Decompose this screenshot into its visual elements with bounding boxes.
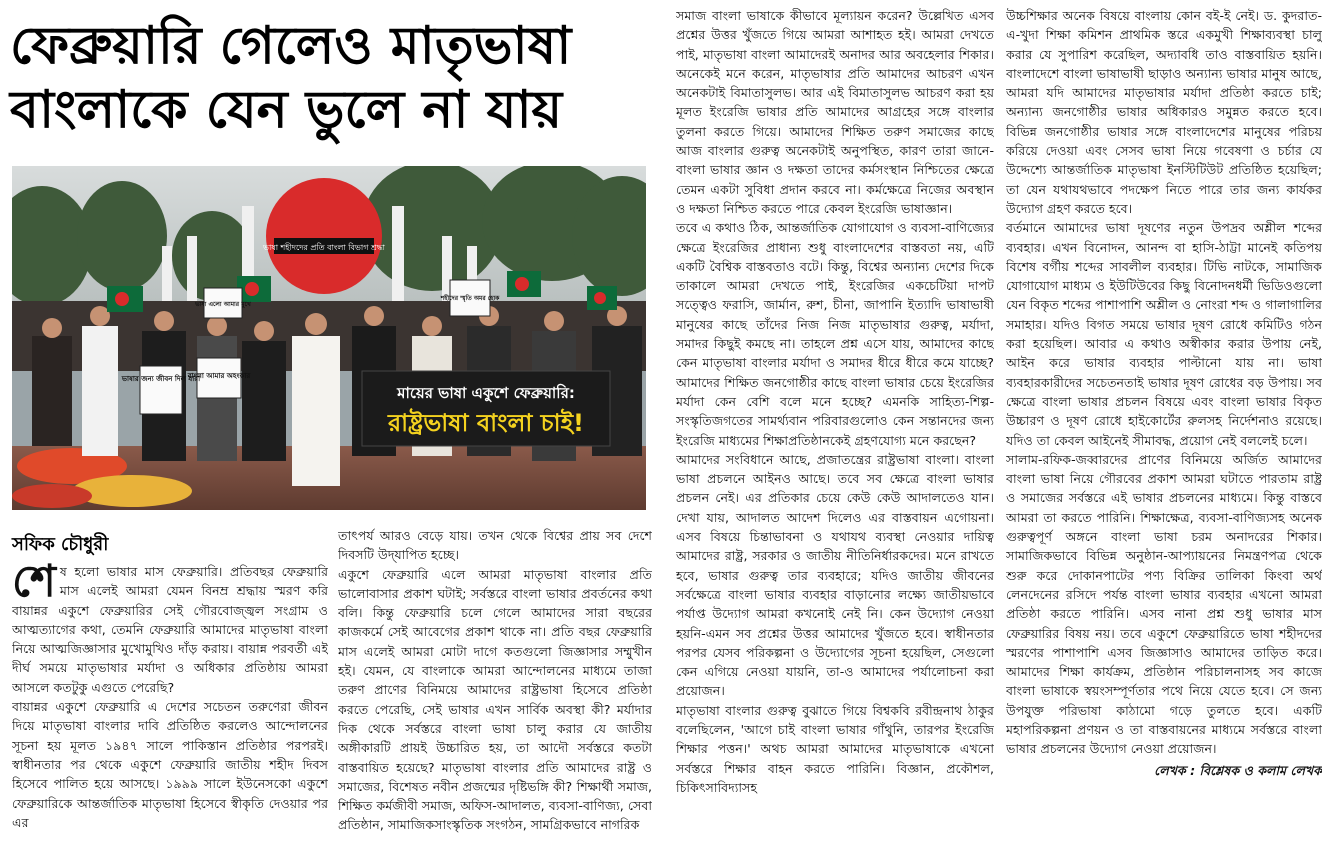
paragraph-text: ষ হলো ভাষার মাস ফেব্রুয়ারি। প্রতিবছর ফেব্রুয়ারি মাস এলেই আমরা যেমন বিনম্র শ্রদ্ধায় স্মরণ করি বায়ান্নর একুশে ফেব্রুয়ারির সেই গৌরবোজ্জ্বল সংগ্রাম ও আত্মত্যাগের কথা, তেমনি ফেব্রুয়ারি আমাদের মাতৃভাষা বাংলা নিয়ে আত্মজিজ্ঞাসার মুখোমুখিও দাঁড় করায়। বায়ান্ন পরবর্তী এই দীর্ঘ সময়ে মাতৃভাষার মর্যাদা ও অধিকার প্রতিষ্ঠায় আমরা আসলে কতটুকু এগুতে পেরেছি? xyxy=(12,564,328,695)
paragraph xyxy=(12,562,328,697)
paragraph: বায়ান্নর একুশে ফেব্রুয়ারি এ দেশের সচেতন তরুণেরা জীবন দিয়ে মাতৃভাষা বাংলার দাবি প্রতিষ্ঠিত করলেও আন্দোলনের সূচনা হয় মূলত ১৯৪৭ সালে পাকিস্তান প্রতিষ্ঠার পরপরই। স্বাধীনতার পর থেকে একুশে ফেব্রুয়ারি জাতীয় শহীদ দিবস হিসেবে পালিত হয়ে আসছে। ১৯৯৯ সালে ইউনেসকো একুশে ফেব্রুয়ারিকে আন্তর্জাতিক মাতৃভাষা হিসেবে স্বীকৃতি দেওয়ার পর এর xyxy=(12,699,328,830)
banner-line-1: মায়ের ভাষা একুশে ফেব্রুয়ারি: xyxy=(397,384,575,402)
headline-line-2: বাংলাকে যেন ভুলে না যায় xyxy=(10,79,563,140)
paragraph: তবে এ কথাও ঠিক, আন্তর্জাতিক যোগাযোগ ও ব্যবসা-বাণিজ্যের ক্ষেত্রে ইংরেজির প্রাধান্য শুধু বাংলাদেশের বাস্তবতা নয়, এটি একটি বৈশ্বিক বাস্তবতাও বটে। কিন্তু, বিশ্বের অন্যান্য দেশের দিকে তাকালে আমরা দেখতে পাই, ইংরেজির একচেটিয়া দাপট সত্ত্বেও ফরাসি, জার্মান, রুশ, চীনা, জাপানি ইত্যাদি ভাষাভাষী মানুষের কাছে তাঁদের নিজ নিজ মাতৃভাষার গুরুত্ব, মর্যাদা, সমাদর কিছুই কমছে না। তাহলে প্রশ্ন এসে যায়, আমাদের কাছে কেন মাতৃভাষা বাংলার মর্যাদা ও সমাদর ধীরে ধীরে কমে যাচ্ছে? আমাদের শিক্ষিত জনগোষ্ঠীর কাছে বাংলা ভাষার চেয়ে ইংরেজির মর্যাদা কেন বেশি বলে মনে হচ্ছে? এমনকি সাহিত্য-শিল্প-সংস্কৃতিজগতের সামর্থ্যবান পরিবারগুলোও কেন সন্তানদের জন্য ইংরেজি মাধ্যমের শিক্ষাপ্রতিষ্ঠানকেই গ্রহণযোগ্য মনে করছেন? xyxy=(676,220,994,448)
paragraph: একুশে ফেব্রুয়ারি এলে আমরা মাতৃভাষা বাংলার প্রতি ভালোবাসার প্রকাশ ঘটাই; সর্বস্তরে বাংলা ভাষার প্রবর্তনের কথা বলি। কিন্তু ফেব্রুয়ারি চলে গেলে আমাদের সারা বছরের কাজকর্মে সেই আবেগের প্রকাশ থাকে না। প্রতি বছর ফেব্রুয়ারি মাস এলেই আমরা মোটা দাগে কতগুলো জিজ্ঞাসার সম্মুখীন হই। যেমন, যে বাংলাকে আমরা আন্দোলনের মাধ্যমে তাজা তরুণ প্রাণের বিনিময়ে আমাদের রাষ্ট্রভাষা হিসেবে প্রতিষ্ঠা করতে পেরেছি, সেই ভাষার এখন সার্বিক অবস্থা কী? মর্যাদার দিক থেকে সর্বস্তরে বাংলা ভাষা চালু করার যে জাতীয় অঙ্গীকারটি প্রায়ই উচ্চারিত হয়, তা আদৌ সর্বস্তরে কতটা বাস্তবায়িত হয়েছে? মাতৃভাষা বাংলার প্রতি আমাদের রাষ্ট্র ও সমাজের, বিশেষত নবীন প্রজন্মের দৃষ্টিভঙ্গি কী? শিক্ষার্থী সমাজ, শিক্ষিত কর্মজীবী সমাজ, অফিস-আদালত, ব্যবসা-বাণিজ্য, সেবা প্রতিষ্ঠান, সামাজিকসাংস্কৃতিক সংগঠন, সামগ্রিকভাবে নাগরিক xyxy=(338,566,652,833)
placard-right: শহীদের স্মৃতি অমর হোক xyxy=(440,295,500,302)
article-column-1 xyxy=(12,562,328,862)
paragraph: আমাদের সংবিধানে আছে, প্রজাতন্ত্রের রাষ্ট্রভাষা বাংলা। বাংলা ভাষা প্রচলনে আইনও আছে। তবে সব ক্ষেত্রে বাংলা ভাষার প্রচলন নেই। এর প্রতিকার চেয়ে কেউ কেউ আদালতেও যান। দেখা যায়, আদালত আদেশ দিলেও এর বাস্তবায়ন এগোয়না। এসব বিষয়ে চিন্তাভাবনা ও যথাযথ ব্যবস্থা নেওয়ার দায়িত্ব আমাদের রাষ্ট্র, সরকার ও জাতীয় নীতিনির্ধারকদের। মনে রাখতে হবে, ভাষার গুরুত্ব তার ব্যবহারে; যদিও জাতীয় জীবনের সর্বক্ষেত্রে বাংলা ভাষার ব্যবহার বাড়ানোর লক্ষ্যে জাতীয়ভাবে পর্যাপ্ত উদ্যোগ আমরা কখনোই নেই নি। কেন উদ্যোগ নেওয়া হয়নি-এমন সব প্রশ্নের উত্তর আমাদের খুঁজতে হবে। স্বাধীনতার পরপর যেসব পরিকল্পনা ও উদ্যোগের সূচনা হয়েছিল, সেগুলো কেন এগিয়ে নেওয়া যায়নি, তা-ও আমাদের পর্যালোচনা করা প্রয়োজন। xyxy=(676,451,994,699)
rally-photo xyxy=(12,166,646,510)
monument-sign-text: ভাষা শহীদদের প্রতি বাংলা বিভাগ শ্রদ্ধা xyxy=(263,243,385,252)
headline xyxy=(10,14,660,142)
placard-top: ভাষা এলো আমার মুখে xyxy=(195,301,251,308)
banner-line-2: রাষ্ট্রভাষা বাংলা চাই! xyxy=(387,409,585,437)
article-column-2 xyxy=(338,526,652,862)
article-column-3 xyxy=(676,6,994,862)
placard-mid: বাংলা আমার অহংকার xyxy=(187,372,251,380)
placard-left: ভাষার জন্য জীবন দিল যারা xyxy=(121,375,201,383)
article-column-4 xyxy=(1006,6,1322,862)
dropcap: শে xyxy=(12,562,56,607)
paragraph: সালাম-রফিক-জব্বারদের প্রাণের বিনিময়ে অর্জিত আমাদের বাংলা ভাষা নিয়ে গৌরবের প্রকাশ আমরা ঘটাতে পারতাম রাষ্ট্র ও সমাজের সর্বস্তরে এই ভাষার প্রচলনের মাধ্যমে। কিন্তু বাস্তবে আমরা তা করতে পারিনি। শিক্ষাক্ষেত্র, ব্যবসা-বাণিজ্যসহ অনেক গুরুত্বপূর্ণ অঙ্গনে বাংলা ভাষা চরম অনাদরের শিকার। সামাজিকভাবে বিভিন্ন অনুষ্ঠান-আপ্যায়নের নিমন্ত্রণপত্র থেকে শুরু করে দোকানপাটের পণ্য বিক্রির তালিকা কিংবা অর্থ লেনদেনের রসিদে পর্যন্ত বাংলা ভাষার ব্যবহার এখনো আমরা প্রতিষ্ঠা করতে পারিনি। এসব নানা প্রশ্ন শুধু ভাষার মাস ফেব্রুয়ারির বিষয় নয়। তবে একুশে ফেব্রুয়ারিতে ভাষা শহীদদের স্মরণের পাশাপাশি এসব জিজ্ঞাসাও আমাদের তাড়িত করে। আমাদের শিক্ষা কার্যক্রম, প্রতিষ্ঠান পরিচালনাসহ সব কাজে বাংলা ভাষাকে স্বয়ংসম্পূর্ণতার পথে নিয়ে যেতে হবে। সে জন্য উপযুক্ত পরিভাষা কাঠামো গড়ে তুলতে হবে। একটি মহাপরিকল্পনা প্রণয়ন ও তা বাস্তবায়নের মাধ্যমে সর্বস্তরে বাংলা ভাষার প্রচলনের উদ্যোগ নেওয়া প্রয়োজন। xyxy=(1006,451,1322,757)
monument-red-disc xyxy=(266,178,382,294)
paragraph: মাতৃভাষা বাংলার গুরুত্ব বুঝাতে গিয়ে বিশ্বকবি রবীন্দ্রনাথ ঠাকুর বলেছিলেন, 'আগে চাই বাংলা ভাষার গাঁথুনি, তারপর ইংরেজি শিক্ষার পত্তন।' অথচ আমরা আমাদের মাতৃভাষাকে এখনো সর্বস্তরে শিক্ষার বাহন করতে পারিনি। বিজ্ঞান, প্রকৌশল, চিকিৎসাবিদ্যাসহ xyxy=(676,702,994,795)
paragraph: বর্তমানে আমাদের ভাষা দূষণের নতুন উপদ্রব অশ্লীল শব্দের ব্যবহার। এখন বিনোদন, আনন্দ বা হাসি-ঠাট্টা মানেই কতিপয় বিশেষ বর্গীয় শব্দের সাবলীল ব্যবহার। টিভি নাটকে, সামাজিক যোগাযোগ মাধ্যম ও ইউটিউবের কিছু বিনোদনধর্মী ভিডিওগুলো যেন বিকৃত শব্দের পাশাপাশি অশ্লীল ও নোংরা শব্দ ও গালাগালির সমাহার। যদিও বিগত সময়ে ভাষার দূষণ রোধে কমিটিও গঠন করা হয়েছিল। আবার এ কথাও অস্বীকার করার উপায় নেই, আইন করে ভাষার ব্যবহার পাল্টানো যায় না। ভাষা ব্যবহারকারীদের সচেতনতাই ভাষার দূষণ রোধের বড় উপায়। সব ক্ষেত্রে বাংলা ভাষার প্রচলন বিষয়ে এবং বাংলা ভাষার বিকৃত উচ্চারণ ও দূষণ রোধে হাইকোর্টের রুলসহ নির্দেশনাও রয়েছে। যদিও তা কেবল আইনেই সীমাবদ্ধ, প্রয়োগ নেই বললেই চলে। xyxy=(1006,220,1322,448)
headline-line-1: ফেব্রুয়ারি গেলেও মাতৃভাষা xyxy=(10,15,572,76)
paragraph: তাৎপর্য আরও বেড়ে যায়। তখন থেকে বিশ্বের প্রায় সব দেশে দিবসটি উদ্‌যাপিত হচ্ছে। xyxy=(338,528,652,563)
byline: সফিক চৌধুরী xyxy=(12,534,109,555)
paragraph: উচ্চশিক্ষার অনেক বিষয়ে বাংলায় কোন বই-ই নেই। ড. কুদরাত-এ-খুদা শিক্ষা কমিশন প্রাথমিক স্তরে একমুখী শিক্ষাব্যবস্থা চালু করার যে সুপারিশ করেছিল, অদ্যাবধি তাও বাস্তবায়িত হয়নি। বাংলাদেশে বাংলা ভাষাভাষী ছাড়াও অন্যান্য ভাষার মানুষ আছে, আমরা যদি আমাদের মাতৃভাষার মর্যাদা প্রতিষ্ঠা করতে চাই; অন্যান্য জনগোষ্ঠীর ভাষার অধিকারও সমুন্নত করতে হবে। বিভিন্ন জনগোষ্ঠীর ভাষার সঙ্গে বাংলাদেশের মানুষের পরিচয় করিয়ে দেওয়া এবং সেসব ভাষা নিয়ে গবেষণা ও চর্চার যে উদ্দেশ্যে আন্তর্জাতিক মাতৃভাষা ইনস্টিটিউট প্রতিষ্ঠিত হয়েছিল; তা যেন যথাযথভাবে পদক্ষেপ নিতে পারে তার জন্য কার্যকর উদ্যোগ গ্রহণ করতে হবে। xyxy=(1006,8,1322,216)
writer-credit: লেখক : বিশ্লেষক ও কলাম লেখক xyxy=(1154,762,1322,778)
paragraph: সমাজ বাংলা ভাষাকে কীভাবে মূল্যায়ন করেন? উল্লেখিত এসব প্রশ্নের উত্তর খুঁজতে গিয়ে আমরা আশাহত হই। আমরা দেখতে পাই, মাতৃভাষা বাংলা আমাদেরই অনাদর আর অবহেলার শিকার। অনেকেই মনে করেন, মাতৃভাষার প্রতি আমাদের আচরণ এখন অনেকটাই বিমাতাসুলভ। আর এই বিমাতাসুলভ আচরণ করা হয় মূলত ইংরেজি ভাষার প্রতি আমাদের আগ্রহের সঙ্গে বাংলার তুলনা করতে গিয়ে। আমাদের শিক্ষিত তরুণ সমাজের কাছে আজ বাংলার গুরুত্ব অনেকটাই অনুপস্থিত, কারণ তারা জানে- বাংলা ভাষার জ্ঞান ও দক্ষতা তাদের কর্মসংস্থান নিশ্চিতের ক্ষেত্রে তেমন একটা সুবিধা প্রদান করবে না। কর্মক্ষেত্রে নিজের অবস্থান ও দক্ষতা নিশ্চিত করতে পারে কেবল ইংরেজি ভাষাজ্ঞান। xyxy=(676,8,994,216)
